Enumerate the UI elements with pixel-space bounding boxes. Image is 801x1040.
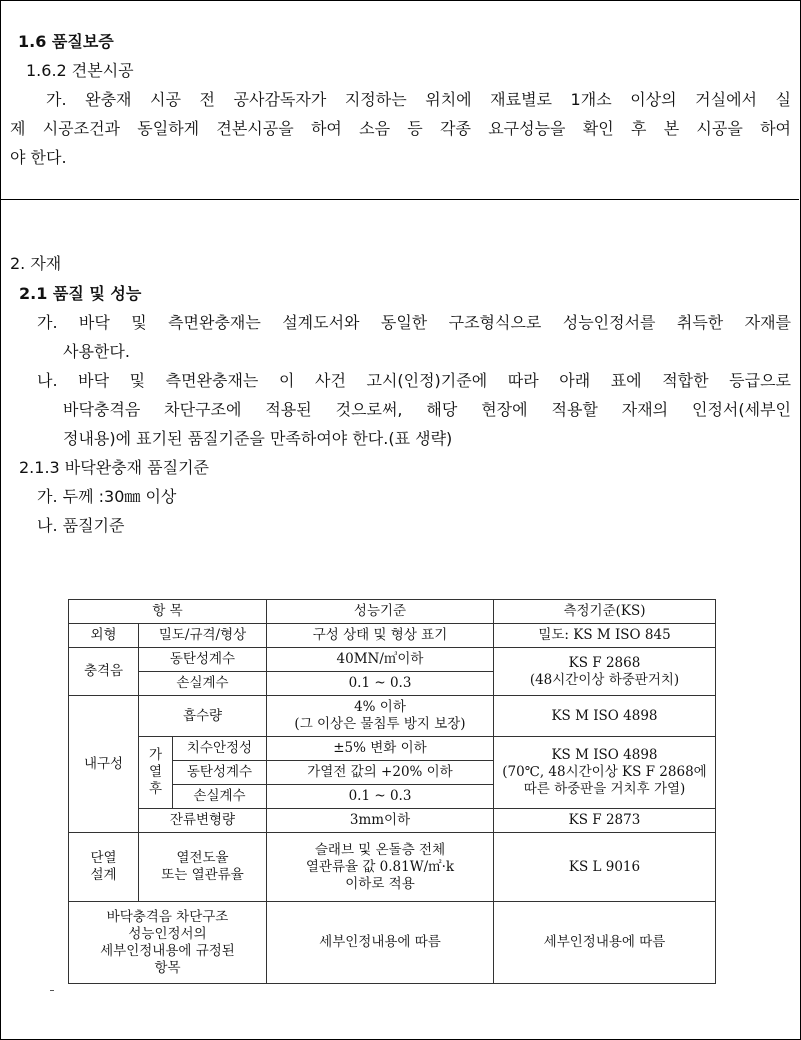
item-thermal-conductivity-line-1: 열전도율 bbox=[176, 850, 229, 866]
table-row bbox=[69, 737, 716, 761]
perf-residual-deformation: 3mm이하 bbox=[267, 809, 494, 833]
meas-water-absorption: KS M ISO 4898 bbox=[494, 696, 716, 737]
perf-loss-factor: 0.1 ~ 0.3 bbox=[267, 672, 494, 696]
scan-mark bbox=[50, 990, 54, 991]
perf-heated-dynamic-stiffness: 가열전 값의 +20% 이하 bbox=[267, 761, 494, 785]
table-row bbox=[69, 809, 716, 833]
meas-certified-items: 세부인정내용에 따름 bbox=[494, 902, 716, 984]
item-ga-line-1: 가. 바닥 및 측면완충재는 설계도서와 동일한 구조형식으로 성능인정서를 취득한 자재를 bbox=[37, 313, 791, 332]
perf-thermal-line-2: 열관류율 값 0.81W/㎡·k bbox=[305, 858, 455, 875]
item-certified-items-line-2: 성능인정서의 bbox=[128, 925, 207, 942]
perf-water-absorption-line-2: (그 이상은 물침투 방지 보장) bbox=[294, 716, 466, 732]
item-na-line-3: 정내용)에 표기된 품질기준을 만족하여야 한다.(표 생략) bbox=[63, 429, 453, 448]
perf-dynamic-stiffness: 40MN/㎥이하 bbox=[267, 648, 494, 672]
header-item: 항 목 bbox=[69, 600, 267, 624]
perf-water-absorption-line-1: 4% 이하 bbox=[354, 699, 406, 715]
item-certified-items bbox=[69, 902, 267, 984]
section-divider bbox=[0, 199, 799, 200]
item-thermal-conductivity-line-2: 또는 열관류율 bbox=[161, 867, 244, 883]
perf-heated-loss-factor: 0.1 ~ 0.3 bbox=[267, 785, 494, 809]
category-insulation bbox=[69, 833, 139, 902]
category-impact-sound: 충격음 bbox=[69, 648, 139, 696]
item-na-line-2: 바닥충격음 차단구조에 적용된 것으로써, 해당 현장에 적용할 자재의 인정서(세부인 bbox=[63, 400, 791, 419]
category-appearance: 외형 bbox=[69, 624, 139, 648]
perf-dimensional-stability: ±5% 변화 이하 bbox=[267, 737, 494, 761]
section-2-1-3-title: 2.1.3 바닥완충재 품질기준 bbox=[19, 458, 209, 477]
thickness-item: 가. 두께 :30㎜ 이상 bbox=[37, 487, 177, 506]
meas-density: 밀도: KS M ISO 845 bbox=[494, 624, 716, 648]
after-heating-label bbox=[139, 737, 173, 809]
category-insulation-line-1: 단열 bbox=[90, 850, 117, 866]
perf-certified-items: 세부인정내용에 따름 bbox=[267, 902, 494, 984]
header-performance: 성능기준 bbox=[267, 600, 494, 624]
section-2-1-title: 2.1 품질 및 성능 bbox=[19, 284, 142, 303]
item-certified-items-line-4: 항목 bbox=[154, 959, 181, 976]
meas-after-heating-line-1: KS M ISO 4898 bbox=[551, 747, 658, 763]
quality-standard-table bbox=[68, 599, 716, 984]
perf-thermal-line-1: 슬래브 및 온돌층 전체 bbox=[314, 841, 446, 858]
quality-standard-item: 나. 품질기준 bbox=[37, 516, 125, 535]
after-heating-char-1: 가 bbox=[148, 747, 163, 763]
category-durability: 내구성 bbox=[69, 696, 139, 833]
meas-impact-sound-line-1: KS F 2868 bbox=[568, 654, 641, 671]
item-ga-line-2: 사용한다. bbox=[63, 342, 130, 361]
item-heated-dynamic-stiffness: 동탄성계수 bbox=[173, 761, 267, 785]
table-header-row bbox=[69, 600, 716, 624]
section-2-title: 2. 자재 bbox=[10, 254, 62, 273]
paragraph-line-1: 가. 완충재 시공 전 공사감독자가 지정하는 위치에 재료별로 1개소 이상의 거실에서 실 bbox=[46, 90, 791, 109]
item-dynamic-stiffness: 동탄성계수 bbox=[139, 648, 267, 672]
section-1-6-2-subtitle: 1.6.2 견본시공 bbox=[26, 61, 134, 80]
perf-water-absorption bbox=[267, 696, 494, 737]
table-row bbox=[69, 648, 716, 672]
item-heated-loss-factor: 손실계수 bbox=[173, 785, 267, 809]
section-1-6-title: 1.6 품질보증 bbox=[18, 32, 114, 51]
paragraph-line-3: 야 한다. bbox=[10, 148, 67, 167]
item-density: 밀도/규격/형상 bbox=[139, 624, 267, 648]
category-insulation-line-2: 설계 bbox=[90, 867, 117, 883]
item-water-absorption: 흡수량 bbox=[139, 696, 267, 737]
table-row bbox=[69, 624, 716, 648]
perf-density: 구성 상태 및 형상 표기 bbox=[267, 624, 494, 648]
meas-after-heating bbox=[494, 737, 716, 809]
item-certified-items-line-3: 세부인정내용에 규정된 bbox=[100, 942, 235, 959]
paragraph-line-2: 제 시공조건과 동일하게 견본시공을 하여 소음 등 각종 요구성능을 확인 후 본 시공을 하여 bbox=[10, 119, 791, 138]
after-heating-char-3: 후 bbox=[148, 781, 163, 797]
header-measurement: 측정기준(KS) bbox=[494, 600, 716, 624]
item-na-line-1: 나. 바닥 및 측면완충재는 이 사건 고시(인정)기준에 따라 아래 표에 적합한 등급으로 bbox=[37, 371, 791, 390]
item-certified-items-line-1: 바닥충격음 차단구조 bbox=[106, 908, 229, 925]
perf-thermal bbox=[267, 833, 494, 902]
meas-residual-deformation: KS F 2873 bbox=[494, 809, 716, 833]
meas-after-heating-line-2: (70℃, 48시간이상 KS F 2868에 bbox=[502, 764, 707, 780]
table-row bbox=[69, 696, 716, 737]
table-row bbox=[69, 833, 716, 902]
perf-thermal-line-3: 이하로 적용 bbox=[345, 875, 415, 892]
meas-thermal: KS L 9016 bbox=[494, 833, 716, 902]
meas-after-heating-line-3: 따른 하중판을 거치후 가열) bbox=[523, 781, 686, 797]
item-dimensional-stability: 치수안정성 bbox=[173, 737, 267, 761]
table-row bbox=[69, 902, 716, 984]
item-residual-deformation: 잔류변형량 bbox=[139, 809, 267, 833]
meas-impact-sound bbox=[494, 648, 716, 696]
after-heating-char-2: 열 bbox=[148, 764, 163, 780]
item-thermal-conductivity bbox=[139, 833, 267, 902]
meas-impact-sound-line-2: (48시간이상 하중판거치) bbox=[529, 671, 680, 688]
item-loss-factor: 손실계수 bbox=[139, 672, 267, 696]
